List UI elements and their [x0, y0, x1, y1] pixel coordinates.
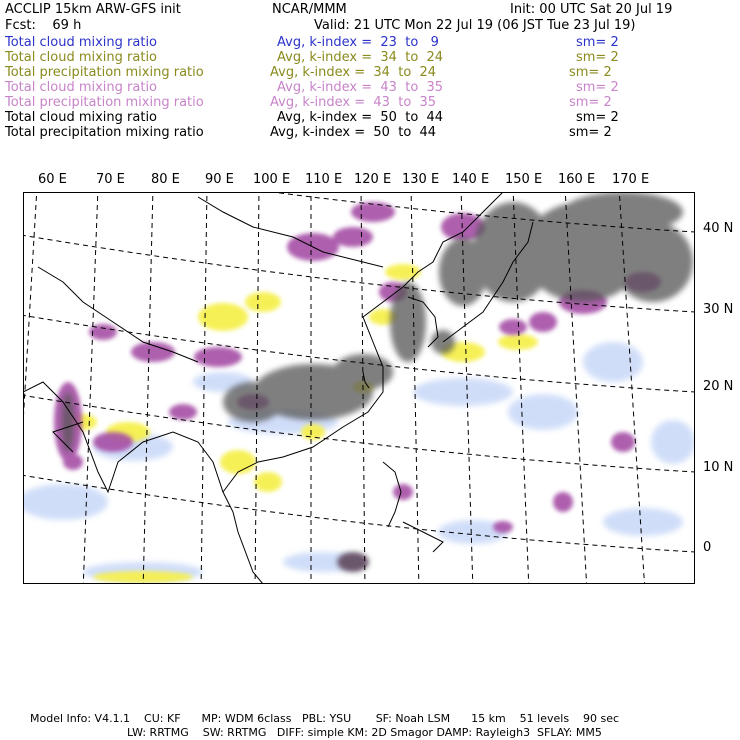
header-init: Init: 00 UTC Sat 20 Jul 19: [510, 2, 673, 17]
legend-row-name: Total cloud mixing ratio: [5, 50, 158, 65]
legend-row-avg: Avg, k-index = 34 to 24: [270, 65, 437, 80]
legend-row-avg: Avg, k-index = 50 to 44: [270, 125, 437, 140]
forecast-map: [23, 192, 695, 584]
legend-row-sm: sm= 2: [576, 110, 619, 125]
lat-label: 30 N: [703, 302, 734, 317]
header-title: ACCLIP 15km ARW-GFS init: [5, 2, 181, 17]
header-valid: Valid: 21 UTC Mon 22 Jul 19 (06 JST Tue 23 Jul 19): [314, 18, 636, 33]
lat-label: 40 N: [703, 221, 734, 236]
lon-label: 160 E: [558, 172, 596, 187]
legend-row-avg: Avg, k-index = 50 to 44: [277, 110, 444, 125]
legend-row-avg: Avg, k-index = 34 to 24: [277, 50, 444, 65]
header-org: NCAR/MMM: [272, 2, 347, 17]
legend-row-name: Total cloud mixing ratio: [5, 35, 158, 50]
lon-label: 140 E: [452, 172, 490, 187]
model-info-line1: Model Info: V4.1.1 CU: KF MP: WDM 6class PBL: YSU SF: Noah LSM 15 km 51 levels 90 sec: [30, 712, 620, 725]
legend-row-sm: sm= 2: [569, 125, 612, 140]
legend-row-name: Total precipitation mixing ratio: [5, 125, 204, 140]
legend-row-sm: sm= 2: [569, 95, 612, 110]
legend-row-avg: Avg, k-index = 23 to 9: [277, 35, 439, 50]
lon-label: 60 E: [38, 172, 67, 187]
legend-row-sm: sm= 2: [569, 65, 612, 80]
header-fcst: Fcst: 69 h: [5, 18, 82, 33]
lon-label: 130 E: [402, 172, 440, 187]
legend-row-sm: sm= 2: [576, 80, 619, 95]
legend-row-name: Total cloud mixing ratio: [5, 110, 158, 125]
lon-label: 170 E: [612, 172, 650, 187]
lat-label: 20 N: [703, 379, 734, 394]
legend-row-sm: sm= 2: [576, 35, 619, 50]
lon-label: 100 E: [253, 172, 291, 187]
lon-label: 110 E: [305, 172, 343, 187]
lat-label: 0: [703, 540, 712, 555]
legend-row-name: Total cloud mixing ratio: [5, 80, 158, 95]
lon-label: 70 E: [96, 172, 125, 187]
legend-row-sm: sm= 2: [576, 50, 619, 65]
lon-label: 120 E: [354, 172, 392, 187]
legend-row-name: Total precipitation mixing ratio: [5, 65, 204, 80]
legend-row-name: Total precipitation mixing ratio: [5, 95, 204, 110]
legend-row-avg: Avg, k-index = 43 to 35: [277, 80, 444, 95]
lon-label: 90 E: [205, 172, 234, 187]
legend-row-avg: Avg, k-index = 43 to 35: [270, 95, 437, 110]
lon-label: 80 E: [151, 172, 180, 187]
lat-label: 10 N: [703, 460, 734, 475]
model-info-line2: LW: RRTMG SW: RRTMG DIFF: simple KM: 2D Smagor DAMP: Rayleigh3 SFLAY: MM5: [127, 726, 602, 739]
lon-label: 150 E: [505, 172, 543, 187]
